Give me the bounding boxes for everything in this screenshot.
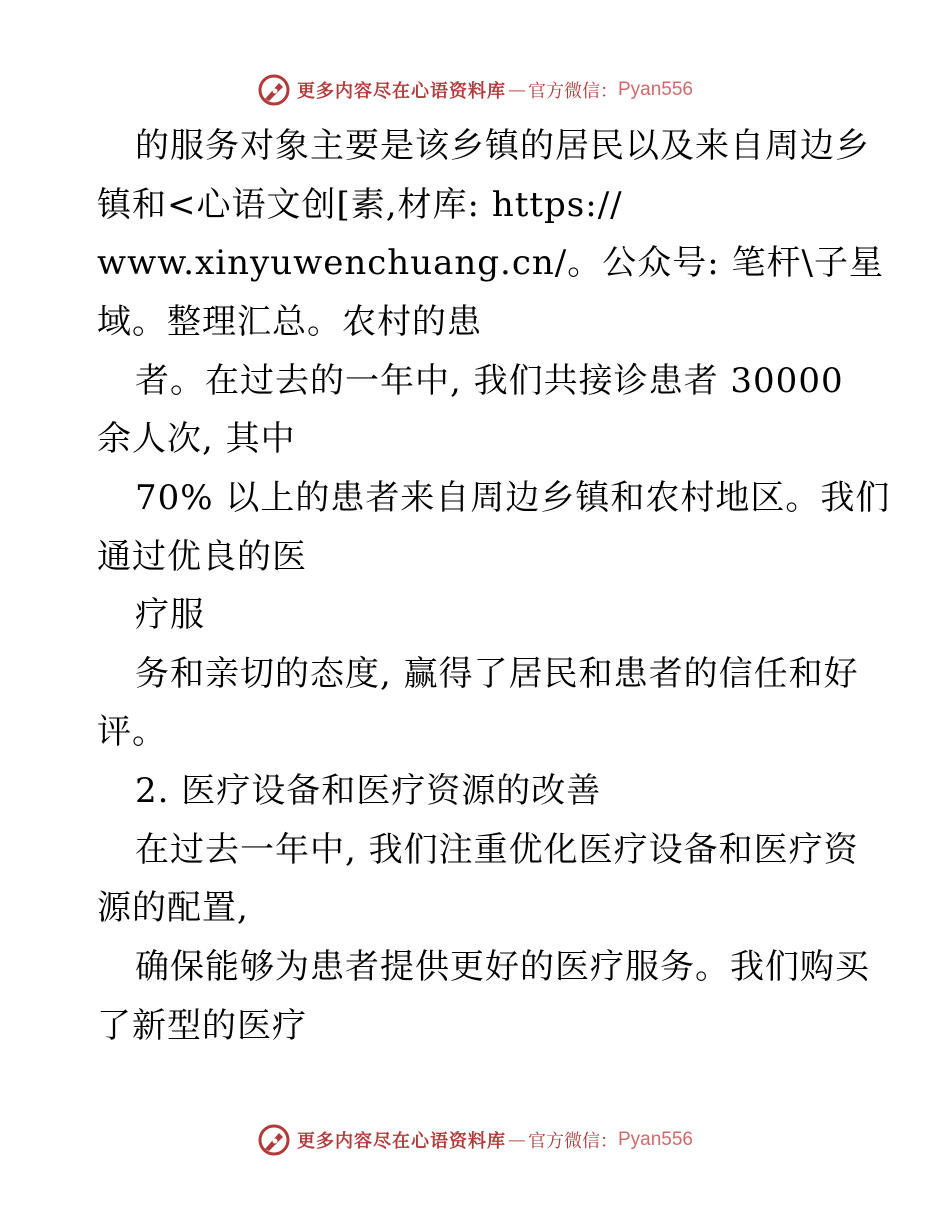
watermark-label: 官方微信： <box>527 1131 618 1152</box>
body-line: 镇和<心语文创[素,材库: https:// <box>97 185 623 225</box>
body-line: 通过优良的医 <box>97 537 307 577</box>
body-line: 者。在过去的一年中, 我们共接诊患者 30000 <box>135 361 844 401</box>
watermark-label: 官方微信： <box>527 81 618 102</box>
body-line: 70% 以上的患者来自周边乡镇和农村地区。我们 <box>135 478 891 518</box>
body-line: 域。整理汇总。农村的患 <box>97 302 482 342</box>
watermark-text: 更多内容尽在心语资料库 <box>296 1131 506 1152</box>
pen-nib-logo-icon <box>257 73 291 107</box>
body-line: www.xinyuwenchuang.cn/。公众号: 笔杆\子星 <box>97 243 884 283</box>
watermark-dash: — <box>507 1129 526 1151</box>
section-heading: 2. 医疗设备和医疗资源的改善 <box>135 771 602 811</box>
body-line: 余人次, 其中 <box>97 419 296 459</box>
body-line: 源的配置, <box>97 888 249 928</box>
body-line: 务和亲切的态度, 赢得了居民和患者的信任和好 <box>135 654 859 694</box>
body-line: 确保能够为患者提供更好的医疗服务。我们购买 <box>135 947 870 987</box>
watermark-dash: — <box>507 79 526 101</box>
header-watermark <box>0 73 950 107</box>
watermark-id: Pyan556 <box>617 79 693 100</box>
body-line: 在过去一年中, 我们注重优化医疗设备和医疗资 <box>135 830 859 870</box>
pen-nib-logo-icon <box>257 1123 291 1157</box>
watermark-text: 更多内容尽在心语资料库 <box>296 81 506 102</box>
body-line: 评。 <box>97 712 167 752</box>
footer-watermark <box>0 1123 950 1157</box>
body-line: 疗服 <box>135 595 205 635</box>
watermark-id: Pyan556 <box>617 1129 693 1150</box>
body-line: 的服务对象主要是该乡镇的居民以及来自周边乡 <box>135 126 870 166</box>
body-line: 了新型的医疗 <box>97 1006 307 1046</box>
